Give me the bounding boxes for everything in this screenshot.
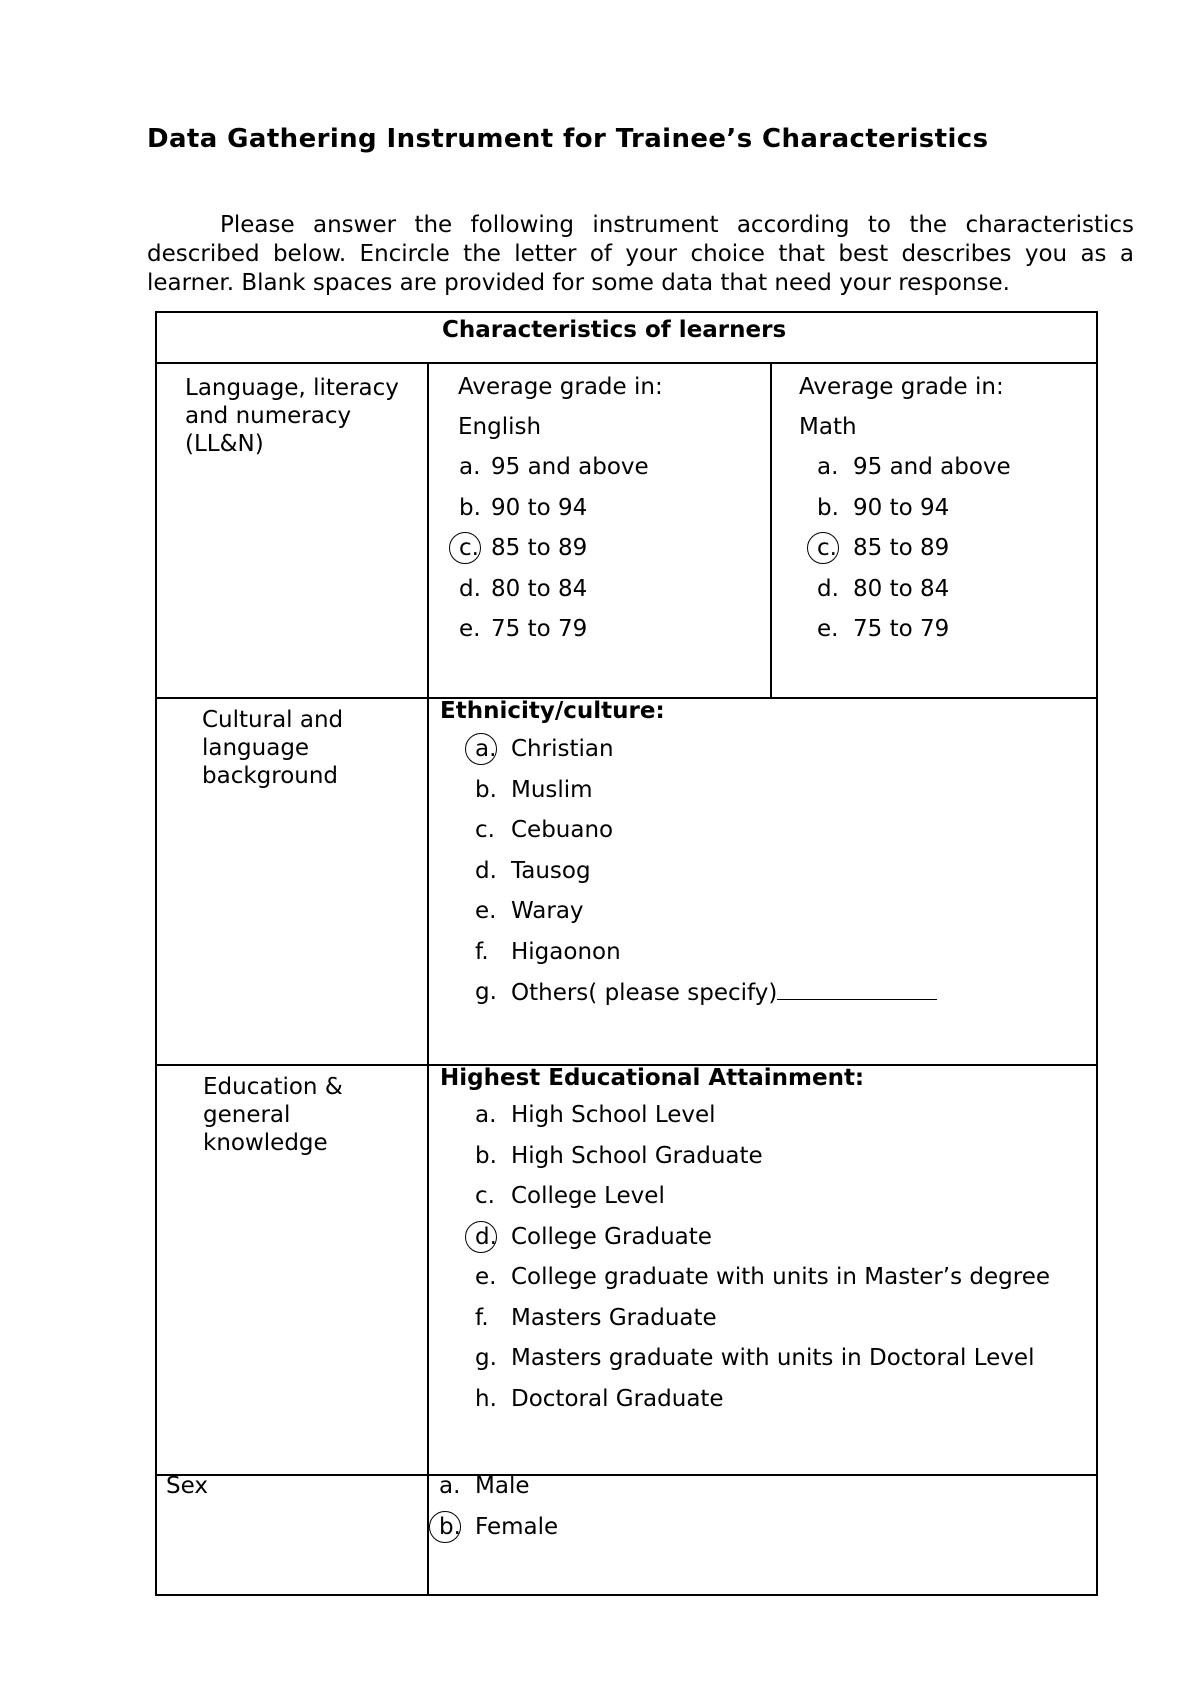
- option-letter[interactable]: d.: [459, 575, 481, 602]
- option-text: Christian: [511, 736, 614, 762]
- option-letter[interactable]: e.: [459, 616, 481, 642]
- selected-answer-circle: [465, 1221, 497, 1253]
- option-text: 95 and above: [491, 454, 649, 480]
- option-letter[interactable]: b.: [439, 1513, 461, 1540]
- option-letter[interactable]: f.: [475, 938, 489, 965]
- option-text: 80 to 84: [853, 575, 950, 602]
- option-letter[interactable]: g.: [475, 1345, 497, 1371]
- option-letter[interactable]: a.: [475, 1102, 497, 1128]
- selected-answer-circle: [449, 532, 481, 564]
- option-text: 75 to 79: [853, 616, 950, 642]
- option-text: 85 to 89: [853, 535, 950, 561]
- option-text: College Level: [511, 1183, 665, 1209]
- llan-label: Language, literacy and numeracy (LL&N): [185, 375, 399, 457]
- option-text: 85 to 89: [491, 535, 588, 561]
- education-label: Education & general knowledge: [203, 1074, 343, 1156]
- option-letter[interactable]: h.: [475, 1385, 497, 1412]
- option-letter[interactable]: d.: [475, 1223, 497, 1250]
- option-text: Male: [475, 1473, 530, 1499]
- option-letter[interactable]: d.: [817, 575, 839, 602]
- option-letter[interactable]: c.: [817, 535, 837, 561]
- culture-heading: Ethnicity/culture:: [440, 698, 665, 724]
- option-text: Waray: [511, 898, 584, 924]
- english-heading: Average grade in:: [458, 374, 663, 400]
- table-border-top: [155, 311, 1096, 313]
- option-text: College Graduate: [511, 1223, 712, 1250]
- option-text: Female: [475, 1513, 559, 1540]
- option-letter[interactable]: e.: [475, 1264, 497, 1290]
- math-subject: Math: [799, 414, 857, 440]
- option-text: 95 and above: [853, 454, 1011, 480]
- option-letter[interactable]: g.: [475, 979, 497, 1005]
- option-letter[interactable]: e.: [475, 898, 497, 924]
- table-column-divider: [770, 362, 772, 699]
- selected-answer-circle: [807, 532, 839, 564]
- option-text: Cebuano: [511, 817, 614, 843]
- table-border-left: [155, 311, 157, 1596]
- option-letter[interactable]: c.: [475, 817, 495, 843]
- option-text: Higaonon: [511, 938, 621, 965]
- option-letter[interactable]: b.: [475, 776, 497, 803]
- option-text: Masters graduate with units in Doctoral Level: [511, 1345, 1035, 1371]
- option-text: 80 to 84: [491, 575, 588, 602]
- instructions-paragraph: Please answer the following instrument according to the characteristics described below. Encircle the letter of your choice that best describes you as a learner. Blank spaces are provided for some data that need your response.: [147, 212, 1134, 296]
- option-text: High School Level: [511, 1102, 716, 1128]
- option-text: 75 to 79: [491, 616, 588, 642]
- option-text: High School Graduate: [511, 1142, 763, 1169]
- table-divider: [155, 1474, 1096, 1476]
- option-text: Tausog: [511, 857, 591, 884]
- option-letter[interactable]: a.: [459, 454, 481, 480]
- option-letter[interactable]: c.: [459, 535, 479, 561]
- education-heading: Highest Educational Attainment:: [440, 1065, 865, 1091]
- selected-answer-circle: [429, 1511, 461, 1543]
- option-letter[interactable]: b.: [475, 1142, 497, 1169]
- option-text: Doctoral Graduate: [511, 1385, 724, 1412]
- option-text: Others( please specify): [511, 979, 937, 1007]
- selected-answer-circle: [465, 733, 497, 765]
- option-letter[interactable]: a.: [817, 454, 839, 480]
- option-letter[interactable]: b.: [817, 494, 839, 521]
- math-heading: Average grade in:: [799, 374, 1004, 400]
- option-letter[interactable]: c.: [475, 1183, 495, 1209]
- table-column-divider: [427, 362, 429, 1596]
- page-title: Data Gathering Instrument for Trainee’s Characteristics: [147, 124, 989, 154]
- option-letter[interactable]: d.: [475, 857, 497, 884]
- table-divider: [155, 362, 1096, 364]
- specify-blank-line[interactable]: [777, 979, 937, 1000]
- option-letter[interactable]: f.: [475, 1304, 489, 1331]
- option-letter[interactable]: a.: [439, 1473, 461, 1499]
- option-text: 90 to 94: [491, 494, 588, 521]
- option-letter[interactable]: e.: [817, 616, 839, 642]
- table-border-right: [1096, 311, 1098, 1596]
- option-text: Masters Graduate: [511, 1304, 717, 1331]
- culture-label: Cultural and language background: [202, 707, 344, 789]
- table-header: Characteristics of learners: [442, 317, 787, 343]
- table-border-bottom: [155, 1594, 1096, 1596]
- sex-label: Sex: [166, 1473, 208, 1499]
- english-subject: English: [458, 414, 542, 440]
- option-text: College graduate with units in Master’s degree: [511, 1264, 1051, 1290]
- option-letter[interactable]: b.: [459, 494, 481, 521]
- option-letter[interactable]: a.: [475, 736, 497, 762]
- option-text: Muslim: [511, 776, 593, 803]
- option-text: 90 to 94: [853, 494, 950, 521]
